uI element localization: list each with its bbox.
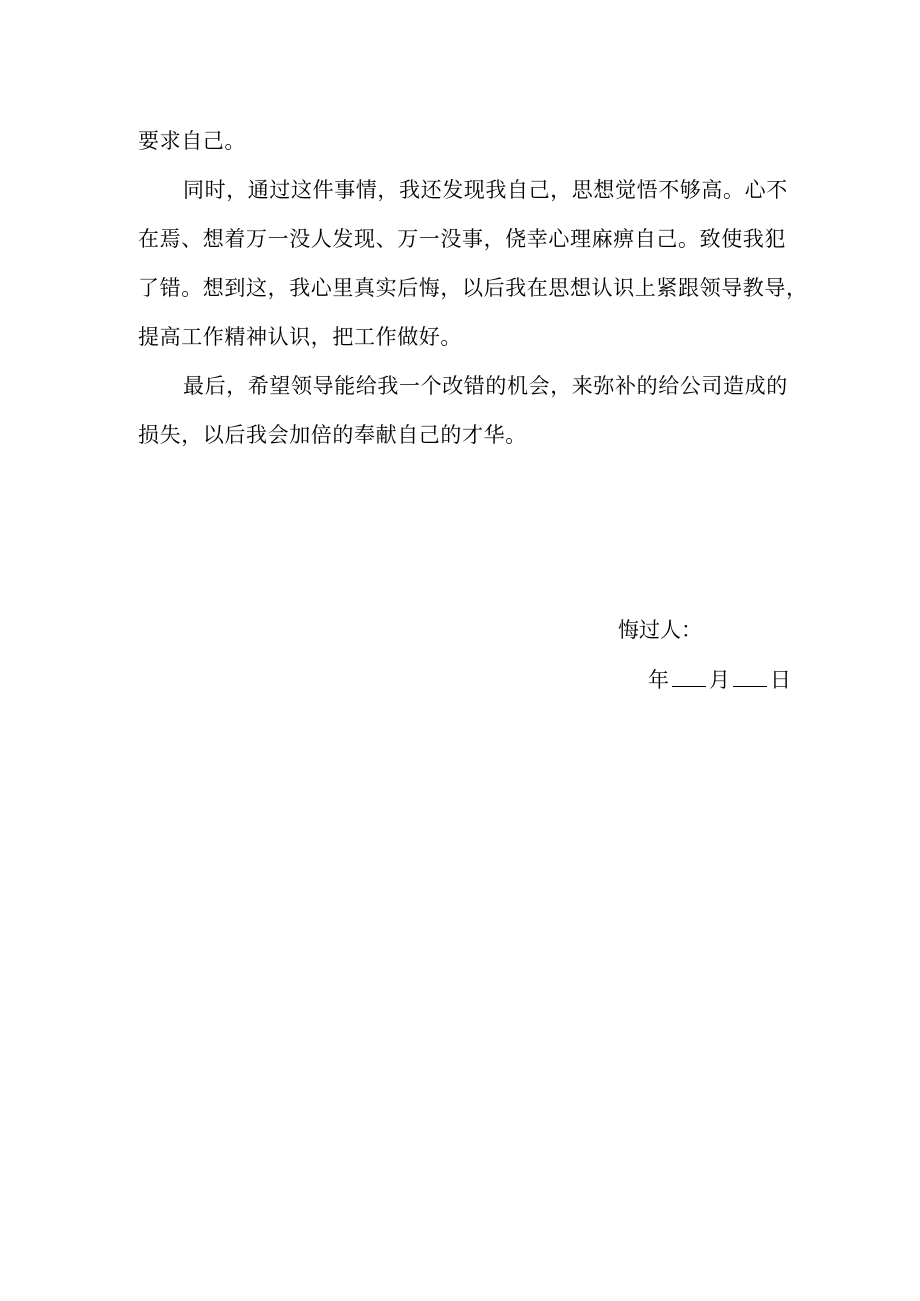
year-label: 年	[648, 668, 669, 692]
month-blank	[672, 668, 706, 687]
paragraph-line: 了错。想到这，我心里真实后悔，以后我在思想认识上紧跟领导教导，	[138, 276, 808, 300]
paragraph-line: 在焉、想着万一没人发现、万一没事，侥幸心理麻痹自己。致使我犯	[138, 227, 786, 251]
paragraph-line: 同时，通过这件事情，我还发现我自己，思想觉悟不够高。心不	[183, 178, 788, 202]
date-line	[648, 667, 791, 693]
paragraph-line: 最后，希望领导能给我一个改错的机会，来弥补的给公司造成的	[183, 374, 788, 398]
paragraph-line: 损失，以后我会加倍的奉献自己的才华。	[138, 423, 527, 447]
paragraph-line: 要求自己。	[138, 129, 246, 153]
day-blank	[733, 668, 767, 687]
month-label: 月	[709, 668, 730, 692]
signature-label: 悔过人：	[618, 618, 702, 642]
day-label: 日	[770, 668, 791, 692]
paragraph-line: 提高工作精神认识，把工作做好。	[138, 325, 462, 349]
